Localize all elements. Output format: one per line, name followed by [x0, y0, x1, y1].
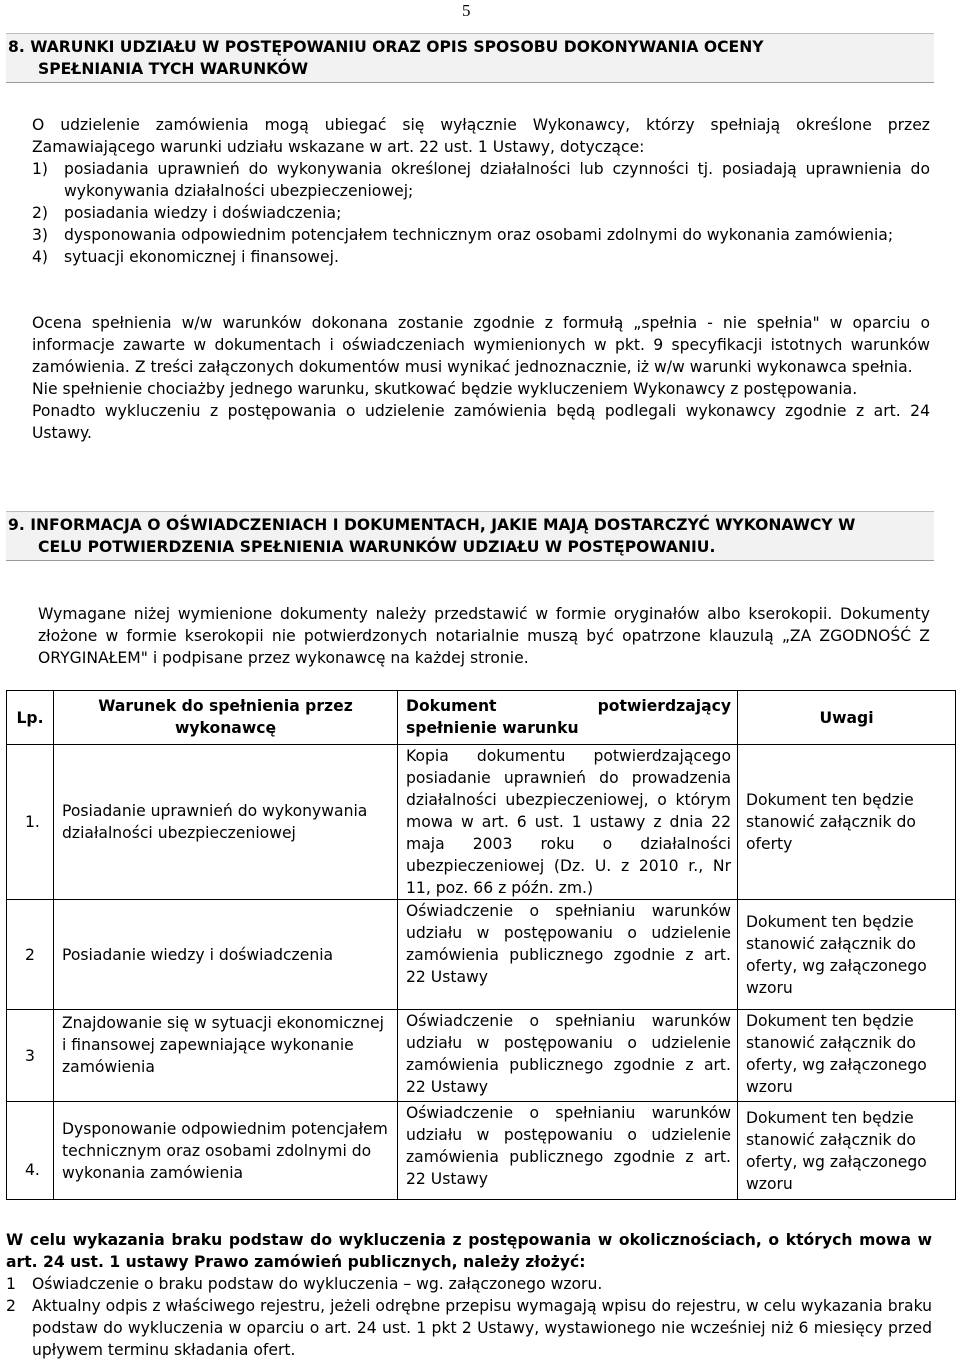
condition-list-item-1: 1) posiadania uprawnień do wykonywania określonej działalności lub czynności tj. posiadają uprawnienia do wykonywania działalności ubezpieczeniowej;	[32, 160, 930, 200]
condition-list-item-3: 3) dysponowania odpowiednim potencjałem technicznym oraz osobami zdolnymi do wykonania zamówienia;	[32, 226, 894, 244]
evaluation-paragraph: Ocena spełnienia w/w warunków dokonana zostanie zgodnie z formułą „spełnia - nie spełnia" w oparciu o informacje zawarte w dokumentach i oświadczeniach wymienionych w pkt. 9 specyfikacji istotnych warunków zamówienia. Z treści załączonych dokumentów musi wynikać jednoznacznie, iż w/w warunki wykonawca spełnia.	[32, 314, 930, 376]
row-1-lp: 1.	[7, 745, 54, 900]
header-document: Dokument potwierdzający spełnienie warunku	[398, 691, 738, 745]
section-9-heading-line2: CELU POTWIERDZENIA SPEŁNIENIA WARUNKÓW UDZIAŁU W POSTĘPOWANIU.	[38, 538, 716, 556]
header-remarks: Uwagi	[738, 691, 956, 745]
row-3-document: Oświadczenie o spełnianiu warunków udziału w postępowaniu o udzielenie zamówienia publicznego zgodnie z art. 22 Ustawy	[406, 1012, 731, 1096]
header-condition: Warunek do spełnienia przez wykonawcę	[54, 691, 398, 745]
exclusion-list-item-2: 2 Aktualny odpis z właściwego rejestru, jeżeli odrębne przepisu wymagają wpisu do rejestru, w celu wykazania braku podstaw do wykluczenia w oparciu o art. 24 ust. 1 pkt 2 Ustawy, wystawionego nie wcześniej niż 6 miesięcy przed upływem terminu składania ofert.	[6, 1297, 932, 1359]
exclusion-documents-section	[6, 1229, 932, 1361]
row-3-condition: Znajdowanie się w sytuacji ekonomicznej i finansowej zapewniające wykonanie zamówienia	[62, 1014, 384, 1076]
section-9-paragraph: Wymagane niżej wymienione dokumenty należy przedstawić w formie oryginałów albo kserokopii. Dokumenty złożone w formie kserokopii nie potwierdzonych notarialnie muszą być opatrzone klauzulą „ZA ZGODNOŚĆ Z ORYGINAŁEM" i podpisane przez wykonawcę na każdej stronie.	[38, 605, 930, 667]
row-3-remarks: Dokument ten będzie stanowić załącznik do oferty, wg załączonego wzoru	[746, 1012, 927, 1096]
header-lp: Lp.	[7, 691, 54, 745]
table-header-row	[7, 691, 956, 745]
exclusion-paragraph-2: Ponadto wykluczeniu z postępowania o udzielenie zamówienia będą podlegali wykonawcy zgodnie z art. 24 Ustawy.	[32, 402, 930, 442]
section-9-heading	[6, 511, 934, 561]
table-row	[7, 745, 956, 900]
condition-list-item-2: 2) posiadania wiedzy i doświadczenia;	[32, 204, 342, 222]
row-4-remarks: Dokument ten będzie stanowić załącznik do oferty, wg załączonego wzoru	[746, 1108, 927, 1193]
row-2-lp: 2	[7, 900, 54, 1010]
section-8-heading-line1: 8. WARUNKI UDZIAŁU W POSTĘPOWANIU ORAZ OPIS SPOSOBU DOKONYWANIA OCENY	[8, 38, 764, 56]
exclusion-intro: W celu wykazania braku podstaw do wykluczenia z postępowania w okolicznościach, o których mowa w art. 24 ust. 1 ustawy Prawo zamówień publicznych, należy złożyć:	[6, 1231, 932, 1271]
row-1-condition: Posiadanie uprawnień do wykonywania działalności ubezpieczeniowej	[62, 802, 368, 842]
row-2-document: Oświadczenie o spełnianiu warunków udziału w postępowaniu o udzielenie zamówienia publicznego zgodnie z art. 22 Ustawy	[406, 902, 731, 986]
table-row	[7, 900, 956, 1010]
section-8-evaluation	[32, 312, 930, 444]
row-3-lp: 3	[7, 1010, 54, 1102]
section-8-heading-line2: SPEŁNIANIA TYCH WARUNKÓW	[38, 60, 309, 78]
table-row	[7, 1102, 956, 1200]
section-8-heading	[6, 33, 934, 83]
row-2-remarks: Dokument ten będzie stanowić załącznik do oferty, wg załączonego wzoru	[746, 912, 927, 997]
exclusion-list-item-1: 1 Oświadczenie o braku podstaw do wykluczenia – wg. załączonego wzoru.	[6, 1275, 603, 1293]
row-4-condition: Dysponowanie odpowiednim potencjałem technicznym oraz osobami zdolnymi do wykonania zamówienia	[62, 1119, 388, 1182]
section-9-heading-line1: 9. INFORMACJA O OŚWIADCZENIACH I DOKUMENTACH, JAKIE MAJĄ DOSTARCZYĆ WYKONAWCY W	[8, 516, 856, 534]
requirements-table	[6, 690, 956, 1200]
exclusion-paragraph-1: Nie spełnienie chociażby jednego warunku, skutkować będzie wykluczeniem Wykonawcy z postępowania.	[32, 380, 858, 398]
page-number: 5	[462, 1, 471, 20]
table-row	[7, 1010, 956, 1102]
section-8-intro: O udzielenie zamówienia mogą ubiegać się wyłącznie Wykonawcy, którzy spełniają określone przez Zamawiającego warunki udziału wskazane w art. 22 ust. 1 Ustawy, dotyczące:	[32, 116, 930, 156]
row-2-condition: Posiadanie wiedzy i doświadczenia	[62, 945, 334, 964]
condition-list-item-4: 4) sytuacji ekonomicznej i finansowej.	[32, 248, 339, 266]
row-4-document: Oświadczenie o spełnianiu warunków udziału w postępowaniu o udzielenie zamówienia publicznego zgodnie z art. 22 Ustawy	[406, 1104, 731, 1188]
row-1-document: Kopia dokumentu potwierdzającego posiadanie uprawnień do prowadzenia działalności ubezpieczeniowej, o którym mowa w art. 6 ust. 1 ustawy z dnia 22 maja 2003 roku o działalności ubezpieczeniowej (Dz. U. z 2010 r., Nr 11, poz. 66 z późn. zm.)	[406, 747, 731, 897]
row-1-remarks: Dokument ten będzie stanowić załącznik do oferty	[746, 791, 916, 853]
section-8-body	[32, 114, 930, 268]
row-4-lp: 4.	[7, 1102, 54, 1200]
